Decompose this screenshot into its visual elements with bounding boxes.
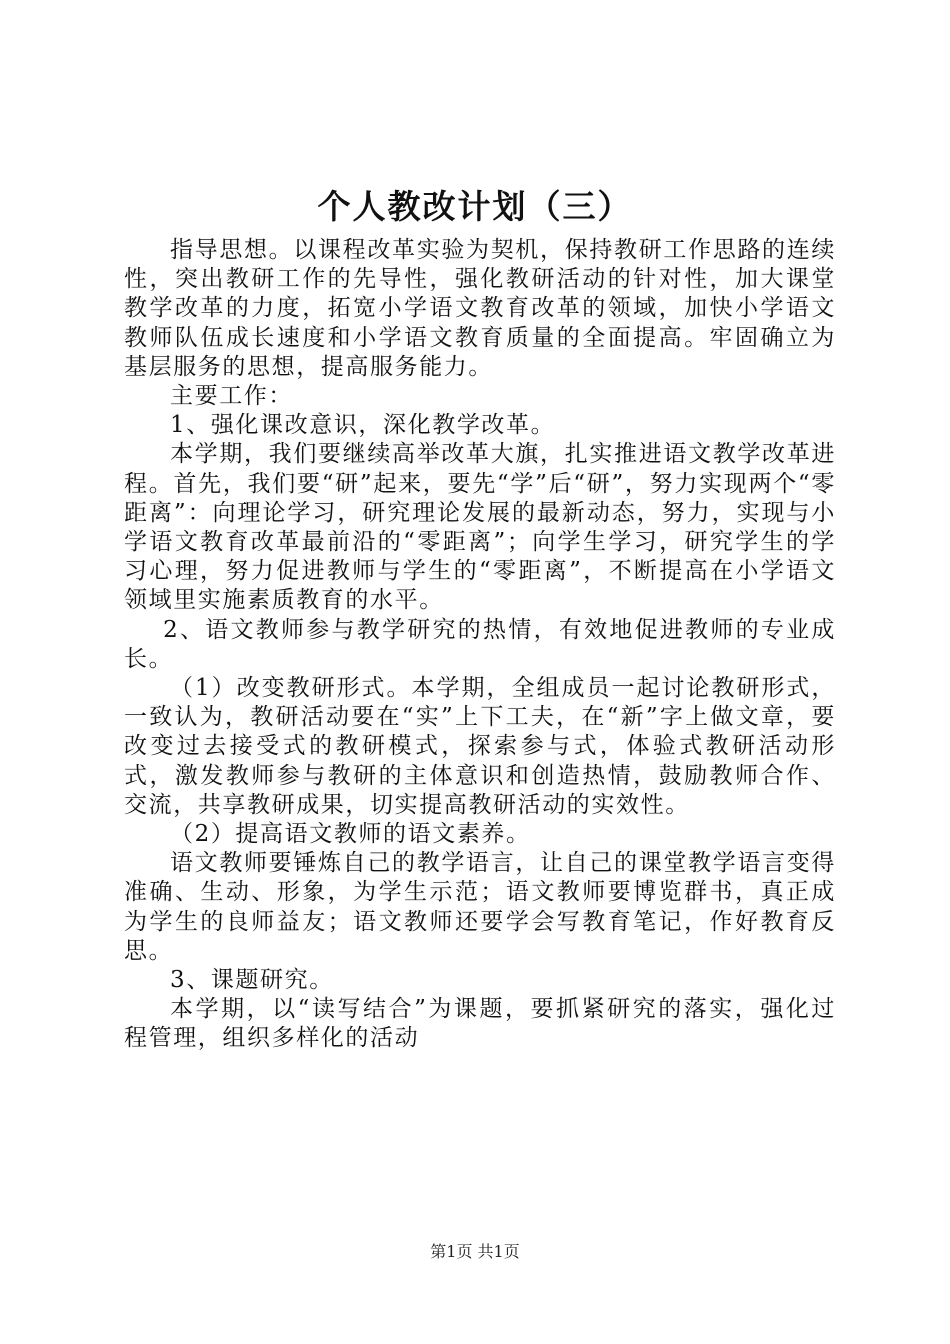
document-body	[124, 236, 836, 1054]
paragraph-item-3-heading: 3、课题研究。	[170, 967, 334, 994]
paragraph-item-3-body: 本学期，以“读写结合”为课题，要抓紧研究的落实，强化过程管理，组织多样化的活动	[124, 996, 836, 1052]
document-title: 个人教改计划（三）	[317, 187, 633, 226]
paragraph-item-2-sub-2-heading: （2）提高语文教师的语文素养。	[170, 821, 531, 848]
paragraph-item-2-sub-1: （1）改变教研形式。本学期，全组成员一起讨论教研形式，一致认为，教研活动要在“实”上下工夫，在“新”字上做文章，要改变过去接受式的教研模式，探索参与式，体验式教研活动形式，激发教师参与教研的主体意识和创造热情，鼓励教师合作、交流，共享教研成果，切实提高教研活动的实效性。	[124, 675, 836, 818]
paragraph-guiding-thought: 指导思想。以课程改革实验为契机，保持教研工作思路的连续性，突出教研工作的先导性，强化教研活动的针对性，加大课堂教学改革的力度，拓宽小学语文教育改革的领域，加快小学语文教师队伍成长速度和小学语文教育质量的全面提高。牢固确立为基层服务的思想，提高服务能力。	[124, 237, 836, 380]
page-footer: 第1页 共1页	[430, 1242, 520, 1261]
paragraph-item-2-sub-2-body: 语文教师要锤炼自己的教学语言，让自己的课堂教学语言变得准确、生动、形象，为学生示范；语文教师要博览群书，真正成为学生的良师益友；语文教师还要学会写教育笔记，作好教育反思。	[124, 850, 836, 964]
paragraph-item-1-body: 本学期，我们要继续高举改革大旗，扎实推进语文教学改革进程。首先，我们要“研”起来，要先“学”后“研”，努力实现两个“零距离”：向理论学习，研究理论发展的最新动态，努力，实现与小学语文教育改革最前沿的“零距离”；向学生学习，研究学生的学习心理，努力促进教师与学生的“零距离”，不断提高在小学语文领域里实施素质教育的水平。	[124, 441, 836, 614]
paragraph-item-2-heading: 2、语文教师参与教学研究的热情，有效地促进教师的专业成长。	[124, 616, 836, 672]
paragraph-main-work-heading: 主要工作：	[170, 383, 293, 410]
paragraph-item-1-heading: 1、强化课改意识，深化教学改革。	[170, 412, 556, 439]
